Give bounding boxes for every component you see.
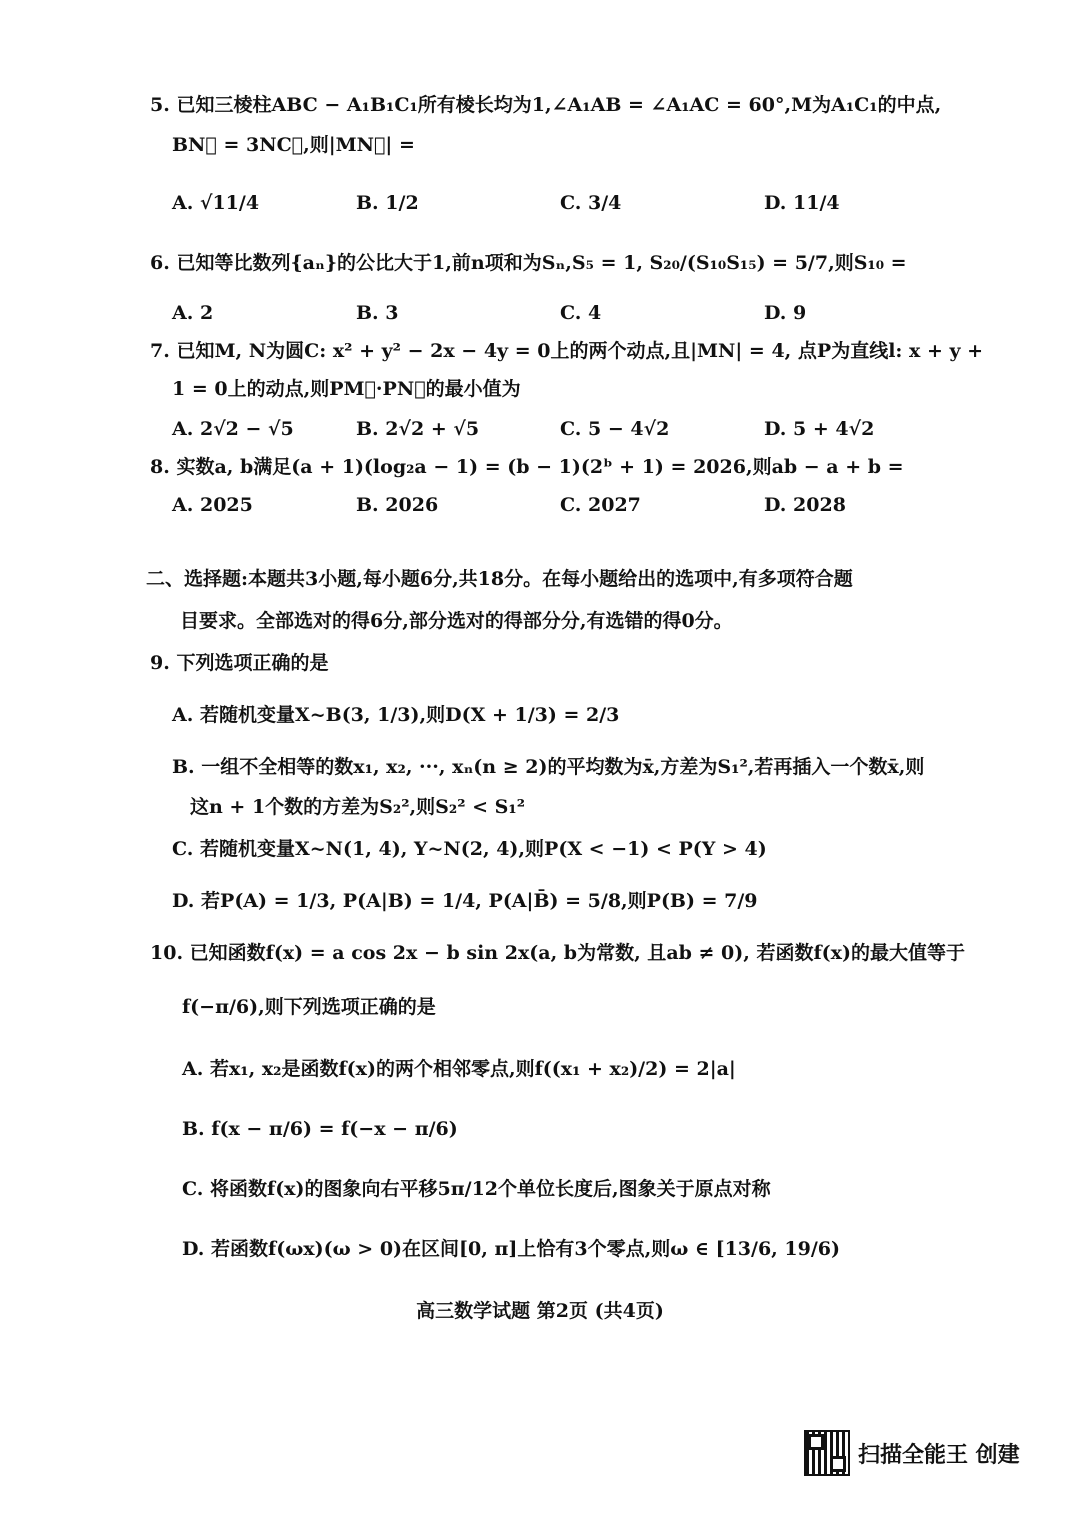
q6-line1: 6. 已知等比数列{aₙ}的公比大于1,前n项和为Sₙ,S₅ = 1, S₂₀/(S₁₀S₁₅) = 5/7,则S₁₀ = [150,252,907,274]
q6-option-d: D. 9 [764,302,807,324]
q9-option-b-line2: 这n + 1个数的方差为S₂²,则S₂² < S₁² [190,796,526,818]
q6-option-c: C. 4 [560,302,602,324]
q7-line1: 7. 已知M, N为圆C: x² + y² − 2x − 4y = 0上的两个动点,且|MN| = 4, 点P为直线l: x + y + [150,340,984,362]
q6-option-b: B. 3 [356,302,399,324]
q10-option-c: C. 将函数f(x)的图象向右平移5π/12个单位长度后,图象关于原点对称 [182,1178,771,1200]
q10-option-b: B. f(x − π/6) = f(−x − π/6) [182,1118,458,1140]
q10-option-a: A. 若x₁, x₂是函数f(x)的两个相邻零点,则f((x₁ + x₂)/2) = 2|a| [182,1058,736,1080]
q5-option-c: C. 3/4 [560,192,622,214]
q8-option-b: B. 2026 [356,494,439,516]
q8-option-d: D. 2028 [764,494,846,516]
q9-option-b-line1: B. 一组不全相等的数x₁, x₂, ···, xₙ(n ≥ 2)的平均数为x̄,方差为S₁²,若再插入一个数x̄,则 [172,756,925,778]
q7-option-d: D. 5 + 4√2 [764,418,875,440]
q9-option-c: C. 若随机变量X~N(1, 4), Y~N(2, 4),则P(X < −1) < P(Y > 4) [172,838,767,860]
q7-option-a: A. 2√2 − √5 [172,418,294,440]
q5-option-d: D. 11/4 [764,192,840,214]
section2-heading-line1: 二、选择题:本题共3小题,每小题6分,共18分。在每小题给出的选项中,有多项符合题 [146,568,853,590]
q10-line1: 10. 已知函数f(x) = a cos 2x − b sin 2x(a, b为常数, 且ab ≠ 0), 若函数f(x)的最大值等于 [150,942,965,964]
q10-option-d: D. 若函数f(ωx)(ω > 0)在区间[0, π]上恰有3个零点,则ω ∈ [13/6, 19/6) [182,1238,841,1260]
page-footer: 高三数学试题 第2页 (共4页) [416,1300,664,1322]
q8-option-a: A. 2025 [172,494,253,516]
q8-option-c: C. 2027 [560,494,641,516]
q9-stem: 9. 下列选项正确的是 [150,652,329,674]
scanner-watermark: 扫描全能王 创建 [858,1443,1020,1468]
q5-line2: BN⃗ = 3NC⃗,则|MN⃗| = [172,134,415,156]
q5-option-b: B. 1/2 [356,192,419,214]
q10-line2: f(−π/6),则下列选项正确的是 [182,996,436,1018]
q7-line2: 1 = 0上的动点,则PM⃗·PN⃗的最小值为 [172,378,521,400]
q5-option-a: A. √11/4 [172,192,260,214]
q5-line1: 5. 已知三棱柱ABC − A₁B₁C₁所有棱长均为1,∠A₁AB = ∠A₁AC = 60°,M为A₁C₁的中点, [150,94,942,116]
q9-option-d: D. 若P(A) = 1/3, P(A|B) = 1/4, P(A|B̄) = 5/8,则P(B) = 7/9 [172,890,758,912]
qr-code-icon [804,1430,850,1476]
q7-option-b: B. 2√2 + √5 [356,418,480,440]
q8-line1: 8. 实数a, b满足(a + 1)(log₂a − 1) = (b − 1)(2ᵇ + 1) = 2026,则ab − a + b = [150,456,904,478]
q7-option-c: C. 5 − 4√2 [560,418,670,440]
section2-heading-line2: 目要求。全部选对的得6分,部分选对的得部分分,有选错的得0分。 [180,610,733,632]
q6-option-a: A. 2 [172,302,214,324]
q9-option-a: A. 若随机变量X~B(3, 1/3),则D(X + 1/3) = 2/3 [172,704,620,726]
